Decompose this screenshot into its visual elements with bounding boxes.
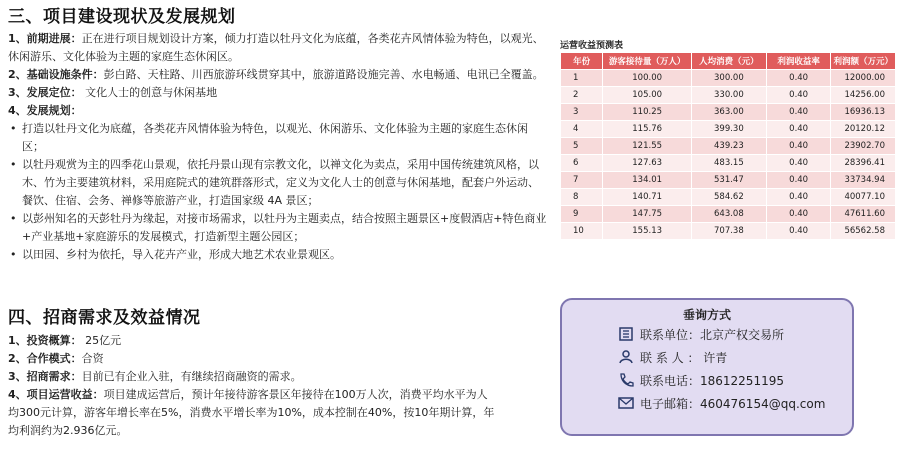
table-cell: 2 xyxy=(561,87,603,104)
revenue-label: 4、项目运营收益： xyxy=(8,388,104,401)
table-cell: 155.13 xyxy=(603,223,692,240)
contact-person-row xyxy=(618,349,727,366)
table-cell: 40077.10 xyxy=(831,189,896,206)
table-cell: 0.40 xyxy=(766,104,831,121)
plan-label: 4、发展规划： xyxy=(8,104,82,117)
table-row xyxy=(561,189,896,206)
table-cell: 439.23 xyxy=(691,138,766,155)
table-cell: 14256.00 xyxy=(831,87,896,104)
progress-label: 1、前期进展： xyxy=(8,32,82,45)
positioning-line xyxy=(8,84,548,102)
table-cell: 531.47 xyxy=(691,172,766,189)
table-cell: 20120.12 xyxy=(831,121,896,138)
table-cell: 0.40 xyxy=(766,172,831,189)
table-cell: 3 xyxy=(561,104,603,121)
contact-person: 联 系 人 ： 许青 xyxy=(640,351,728,365)
table-row xyxy=(561,104,896,121)
section3-title: 三、项目建设现状及发展规划 xyxy=(8,7,236,27)
revenue-line-3: 均利润约为2.936亿元。 xyxy=(8,424,128,437)
table-row xyxy=(561,87,896,104)
cooperation-label: 2、合作模式： xyxy=(8,352,82,365)
table-cell: 584.62 xyxy=(691,189,766,206)
table-cell: 115.76 xyxy=(603,121,692,138)
table-cell: 363.00 xyxy=(691,104,766,121)
plan-bullet-1: • 打造以牡丹文化为底蕴，各类花卉风情体验为特色，以观光、休闲游乐、文化体验为主题的家庭生态休闲 区； xyxy=(8,120,548,156)
table-cell: 9 xyxy=(561,206,603,223)
table-cell: 121.55 xyxy=(603,138,692,155)
header-year: 年份 xyxy=(561,53,603,70)
table-cell: 0.40 xyxy=(766,189,831,206)
plan-bullet-4: • 以田园、乡村为依托，导入花卉产业，形成大地艺术农业景观区。 xyxy=(8,246,548,264)
table-cell: 110.25 xyxy=(603,104,692,121)
table-cell: 127.63 xyxy=(603,155,692,172)
table-row xyxy=(561,206,896,223)
section3-body xyxy=(8,30,548,264)
plan-bullet-2: • 以牡丹观赏为主的四季花山景观，依托丹景山现有宗教文化，以禅文化为卖点，采用中国传统建筑风格，以 木、竹为主要建筑材料，采用庭院式的建筑群落形式，定义为文化人士的创意与休闲基地，配套户外运动、 餐饮、住宿、会务、禅修等旅游产业，打造国家级 4A 景区； xyxy=(8,156,548,210)
table-cell: 4 xyxy=(561,121,603,138)
header-profit-rate: 利润收益率 xyxy=(766,53,831,70)
section4-body xyxy=(8,332,548,440)
contact-unit: 联系单位：北京产权交易所 xyxy=(640,328,785,342)
progress-text-1: 正在进行项目规划设计方案，倾力打造以牡丹文化为底蕴，各类花卉风情体验为特色，以观光、 xyxy=(81,32,544,45)
progress-line-2: 休闲游乐、文化体验为主题的家庭生态休闲区。 xyxy=(8,50,239,63)
cooperation-text: 合资 xyxy=(81,352,104,365)
table-row xyxy=(561,172,896,189)
table-title: 运营收益预测表 xyxy=(560,41,624,51)
contact-phone: 联系电话：18612251195 xyxy=(640,374,784,388)
revenue-line-1 xyxy=(8,386,548,404)
table-cell: 105.00 xyxy=(603,87,692,104)
infrastructure-label: 2、基础设施条件： xyxy=(8,68,104,81)
contact-email-row xyxy=(618,395,825,412)
building-icon xyxy=(618,327,634,341)
table-cell: 7 xyxy=(561,172,603,189)
header-visitors: 游客接待量（万人） xyxy=(603,53,692,70)
investment-line xyxy=(8,332,548,350)
table-cell: 134.01 xyxy=(603,172,692,189)
table-cell: 140.71 xyxy=(603,189,692,206)
table-header-row xyxy=(561,53,896,70)
table-cell: 33734.94 xyxy=(831,172,896,189)
table-cell: 0.40 xyxy=(766,87,831,104)
table-row xyxy=(561,70,896,87)
progress-line-1 xyxy=(8,30,548,48)
table-cell: 8 xyxy=(561,189,603,206)
table-row xyxy=(561,223,896,240)
positioning-text: 文化人士的创意与休闲基地 xyxy=(81,86,218,99)
table-cell: 300.00 xyxy=(691,70,766,87)
mail-icon xyxy=(618,396,634,410)
table-cell: 0.40 xyxy=(766,70,831,87)
table-cell: 47611.60 xyxy=(831,206,896,223)
table-cell: 707.38 xyxy=(691,223,766,240)
investment-text: 25亿元 xyxy=(81,334,122,347)
table-cell: 23902.70 xyxy=(831,138,896,155)
infrastructure-line xyxy=(8,66,548,84)
table-cell: 643.08 xyxy=(691,206,766,223)
revenue-line-2: 均300元计算，游客年增长率在5%，消费水平增长率为10%，成本控制在40%，按10年期计算，年 xyxy=(8,406,495,419)
table-cell: 0.40 xyxy=(766,206,831,223)
table-row xyxy=(561,121,896,138)
revenue-forecast-table xyxy=(560,52,896,240)
table-cell: 28396.41 xyxy=(831,155,896,172)
table-cell: 6 xyxy=(561,155,603,172)
contact-unit-row xyxy=(618,326,784,343)
contact-title: 垂询方式 xyxy=(682,308,731,322)
table-cell: 5 xyxy=(561,138,603,155)
table-cell: 12000.00 xyxy=(831,70,896,87)
plan-bullet-3: • 以彭州知名的天彭牡丹为缘起，对接市场需求，以牡丹为主题卖点，结合按照主题景区+度假酒店+特色商业 +产业基地+家庭游乐的发展模式，打造新型主题公园区； xyxy=(8,210,548,246)
table-cell: 483.15 xyxy=(691,155,766,172)
person-icon xyxy=(618,350,634,364)
table-cell: 399.30 xyxy=(691,121,766,138)
header-profit: 利润额（万元） xyxy=(831,53,896,70)
positioning-label: 3、发展定位： xyxy=(8,86,82,99)
revenue-text-1: 项目建成运营后，预计年接待游客景区年接待在100万人次，消费平均水平为人 xyxy=(103,388,488,401)
table-cell: 0.40 xyxy=(766,138,831,155)
table-cell: 10 xyxy=(561,223,603,240)
investment-label: 1、投资概算： xyxy=(8,334,82,347)
table-cell: 0.40 xyxy=(766,155,831,172)
table-row xyxy=(561,138,896,155)
table-cell: 56562.58 xyxy=(831,223,896,240)
table-cell: 0.40 xyxy=(766,223,831,240)
table-cell: 147.75 xyxy=(603,206,692,223)
demand-text: 目前已有企业入驻，有继续招商融资的需求。 xyxy=(81,370,302,383)
table-cell: 330.00 xyxy=(691,87,766,104)
cooperation-line xyxy=(8,350,548,368)
header-per-capita: 人均消费（元） xyxy=(691,53,766,70)
table-cell: 16936.13 xyxy=(831,104,896,121)
infrastructure-text: 彭白路、天柱路、川西旅游环线贯穿其中，旅游道路设施完善、水电畅通、电讯已全覆盖。 xyxy=(103,68,544,81)
contact-phone-row xyxy=(618,372,784,389)
contact-box xyxy=(560,298,854,436)
demand-label: 3、招商需求： xyxy=(8,370,82,383)
plan-line xyxy=(8,102,548,120)
table-cell: 100.00 xyxy=(603,70,692,87)
table-row xyxy=(561,155,896,172)
table-cell: 1 xyxy=(561,70,603,87)
section4-title: 四、招商需求及效益情况 xyxy=(8,308,201,328)
demand-line xyxy=(8,368,548,386)
contact-email: 电子邮箱：460476154@qq.com xyxy=(640,397,826,411)
phone-icon xyxy=(618,373,634,387)
table-cell: 0.40 xyxy=(766,121,831,138)
